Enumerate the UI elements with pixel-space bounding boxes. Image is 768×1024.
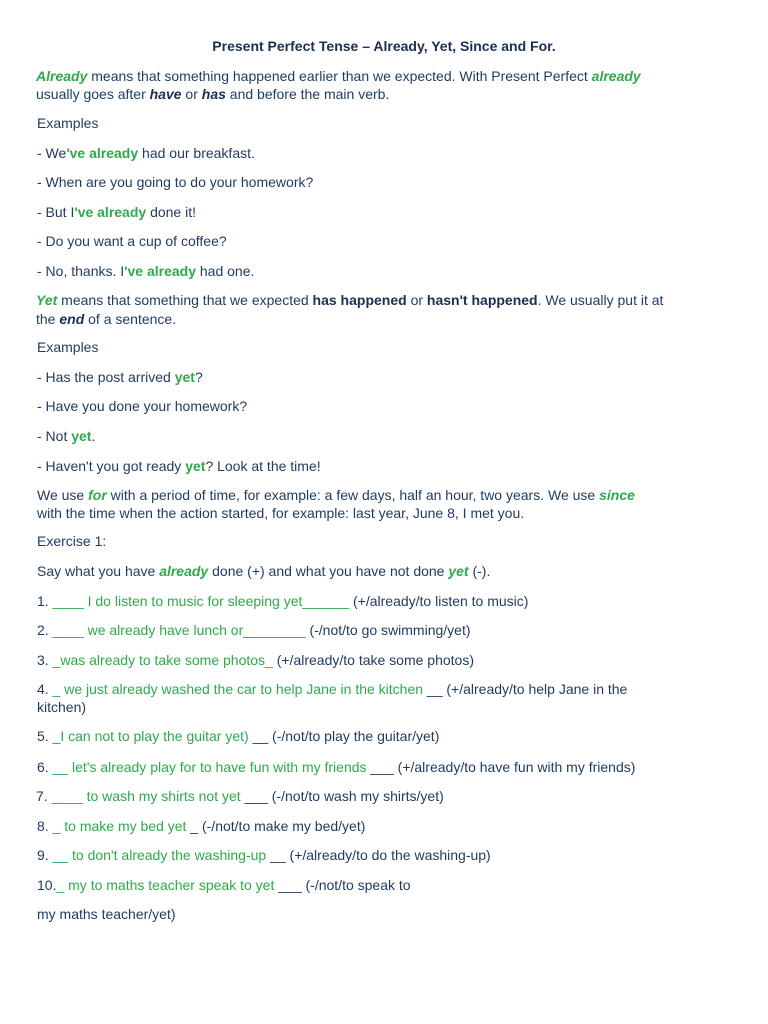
example-line	[37, 144, 255, 162]
text: means that something happened earlier than we expected. With Present Perfect	[87, 68, 592, 84]
exercise-item-continuation: my maths teacher/yet)	[37, 906, 176, 922]
example-line: - Have you done your homework?	[37, 398, 248, 414]
exercise-item	[37, 758, 635, 776]
example-line	[37, 427, 95, 445]
exercise-answer: _ to make my bed yet	[52, 818, 187, 834]
exercise-prompt: __ (+/already/to help Jane in the	[423, 681, 628, 697]
for-since-line-2: with the time when the action started, for example: last year, June 8, I met you.	[37, 505, 525, 521]
exercise-prompt: ___ (+/already/to have fun with my friends)	[366, 759, 636, 775]
keyword-yet: yet	[448, 563, 469, 579]
exercise-item	[37, 592, 528, 610]
keyword-have: have	[149, 86, 182, 102]
keyword-yet: Yet	[36, 292, 58, 308]
example-line	[37, 457, 321, 475]
text: or	[406, 292, 427, 308]
example-line: - When are you going to do your homework?	[37, 174, 314, 190]
text: - We	[37, 145, 67, 161]
exercise-prompt: __ (-/not/to play the guitar/yet)	[248, 728, 440, 744]
exercise-number: 8.	[37, 818, 53, 834]
text: had one.	[195, 263, 255, 279]
examples-label: Examples	[37, 115, 99, 131]
examples-label: Examples	[37, 339, 99, 355]
keyword-has-happened: has happened	[312, 292, 407, 308]
text: or	[181, 86, 202, 102]
exercise-answer: ____ I do listen to music for sleeping yet______	[52, 593, 350, 609]
keyword-already: already	[591, 68, 641, 84]
exercise-prompt: (+/already/to take some photos)	[272, 652, 474, 668]
keyword-hasnt-happened: hasn't happened	[426, 292, 538, 308]
example-line	[37, 203, 196, 221]
exercise-answer: ____ we already have lunch or________	[52, 622, 306, 638]
text: done it!	[146, 204, 197, 220]
text: - Not	[37, 428, 72, 444]
exercise-number: 1.	[37, 593, 53, 609]
text: usually goes after	[36, 86, 150, 102]
exercise-item	[37, 876, 411, 894]
text: had our breakfast.	[138, 145, 255, 161]
exercise-number: 10.	[37, 877, 57, 893]
example-line: - Do you want a cup of coffee?	[37, 233, 227, 249]
exercise-prompt: ___ (-/not/to speak to	[274, 877, 411, 893]
exercise-number: 3.	[37, 652, 53, 668]
exercise-number: 5.	[37, 728, 53, 744]
text: - Haven't you got ready	[37, 458, 186, 474]
exercise-prompt: (-/not/to go swimming/yet)	[305, 622, 471, 638]
keyword-already: 've already	[74, 204, 147, 220]
exercise-item	[37, 727, 439, 745]
already-definition-line-1	[36, 67, 641, 85]
keyword-already: 've already	[124, 263, 196, 279]
already-definition-line-2	[36, 85, 389, 103]
text: the	[36, 311, 60, 327]
exercise-answer: _was already to take some photos_	[52, 652, 273, 668]
exercise-number: 6.	[37, 759, 53, 775]
text: of a sentence.	[84, 311, 177, 327]
text: with a period of time, for example: a few days, half an hour, two years. We use	[106, 487, 600, 503]
exercise-item	[37, 680, 627, 698]
text: .	[91, 428, 96, 444]
text: - Has the post arrived	[37, 369, 175, 385]
exercise-answer: ____ to wash my shirts not yet	[51, 788, 241, 804]
text: - No, thanks. I	[37, 263, 125, 279]
exercise-item	[37, 817, 365, 835]
exercise-prompt: _ (-/not/to make my bed/yet)	[186, 818, 366, 834]
exercise-item	[36, 787, 444, 805]
keyword-yet: yet	[71, 428, 92, 444]
text: and before the main verb.	[225, 86, 390, 102]
keyword-already: Already	[36, 68, 88, 84]
exercise-number: 9.	[37, 847, 53, 863]
keyword-since: since	[599, 487, 635, 503]
exercise-label: Exercise 1:	[37, 533, 107, 549]
exercise-item-continuation: kitchen)	[37, 699, 87, 715]
exercise-item	[37, 651, 474, 669]
keyword-end: end	[59, 311, 85, 327]
keyword-already: already	[159, 563, 209, 579]
keyword-yet: yet	[174, 369, 195, 385]
exercise-answer: _ my to maths teacher speak to yet	[56, 877, 275, 893]
text: . We usually put it at	[537, 292, 664, 308]
text: means that something that we expected	[57, 292, 313, 308]
exercise-answer: _I can not to play the guitar yet)	[52, 728, 249, 744]
exercise-item	[37, 621, 471, 639]
keyword-for: for	[88, 487, 107, 503]
exercise-prompt: (+/already/to listen to music)	[349, 593, 529, 609]
text: ? Look at the time!	[205, 458, 321, 474]
exercise-prompt: __ (+/already/to do the washing-up)	[266, 847, 491, 863]
for-since-line-1	[37, 486, 635, 504]
page-title: Present Perfect Tense – Already, Yet, Since and For.	[212, 38, 556, 54]
text: (-).	[468, 563, 491, 579]
text: - But I	[37, 204, 75, 220]
keyword-has: has	[201, 86, 226, 102]
exercise-item	[37, 846, 491, 864]
text: ?	[194, 369, 203, 385]
text: done (+) and what you have not done	[208, 563, 449, 579]
exercise-prompt: ___ (-/not/to wash my shirts/yet)	[240, 788, 444, 804]
text: We use	[37, 487, 89, 503]
keyword-already: 've already	[66, 145, 139, 161]
exercise-number: 7.	[36, 788, 52, 804]
yet-definition-line-1	[36, 291, 663, 309]
exercise-instruction	[37, 562, 490, 580]
example-line	[37, 262, 254, 280]
exercise-number: 2.	[37, 622, 53, 638]
text: Say what you have	[37, 563, 160, 579]
yet-definition-line-2	[36, 310, 176, 328]
example-line	[37, 368, 203, 386]
exercise-answer: _ we just already washed the car to help Jane in the kitchen	[52, 681, 424, 697]
exercise-answer: __ let's already play for to have fun with my friends	[52, 759, 367, 775]
keyword-yet: yet	[185, 458, 206, 474]
exercise-answer: __ to don't already the washing-up	[52, 847, 267, 863]
exercise-number: 4.	[37, 681, 53, 697]
